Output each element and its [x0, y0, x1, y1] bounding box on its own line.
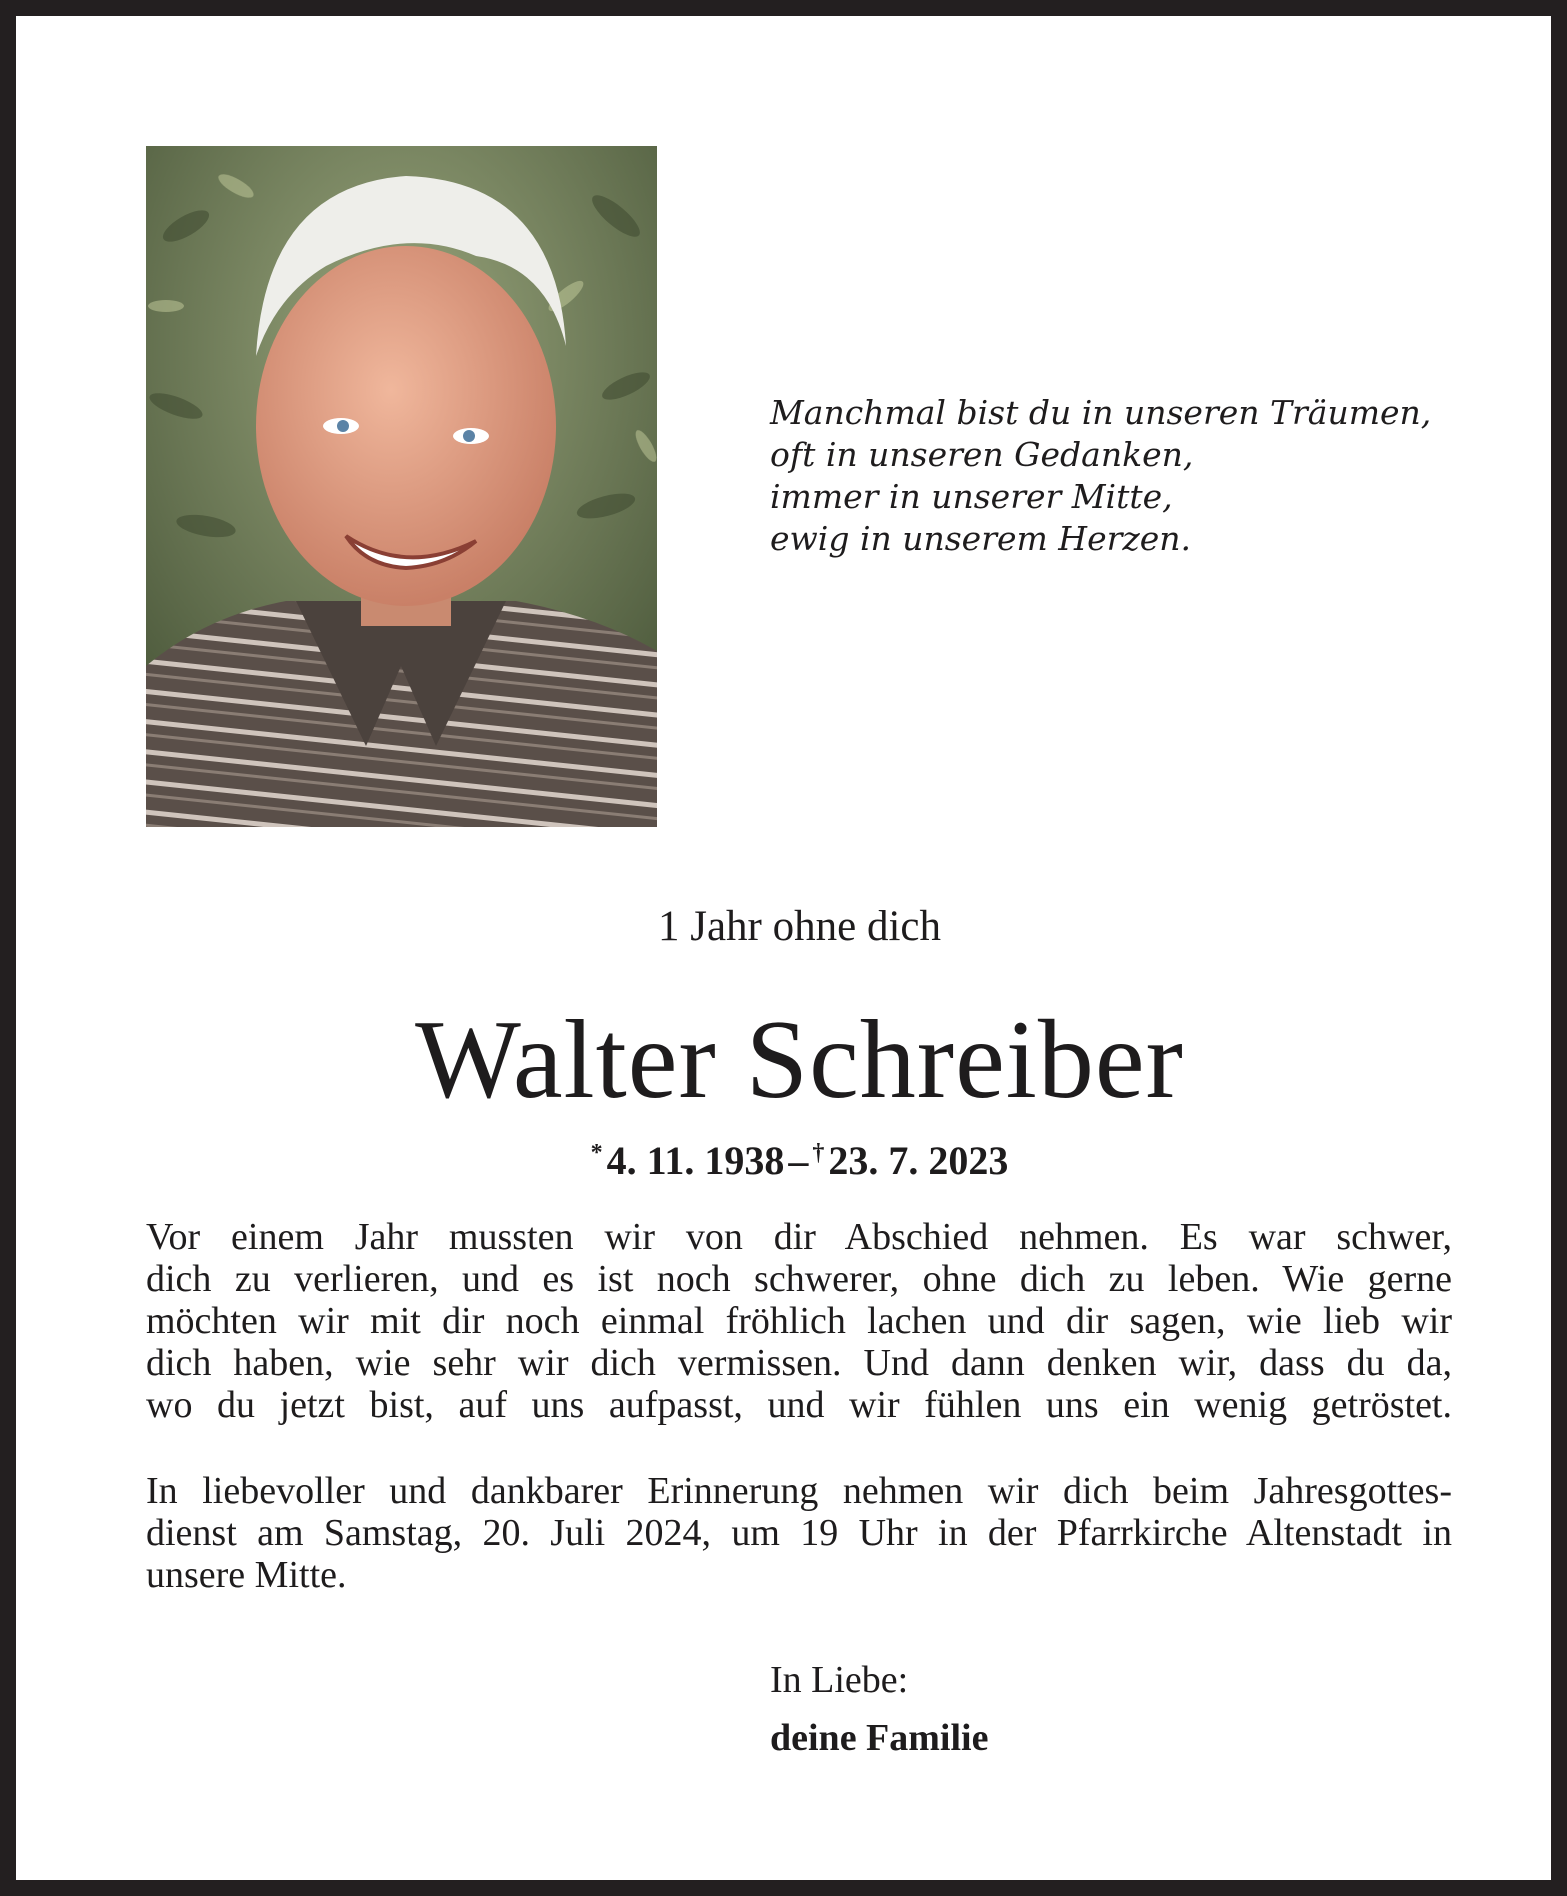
life-dates — [16, 1128, 1567, 1186]
paragraph-line: unsere Mitte. — [146, 1554, 347, 1596]
portrait-photo-icon — [146, 146, 657, 827]
poem-block — [770, 392, 1490, 560]
closing-signature: deine Familie — [770, 1717, 989, 1759]
paragraph-line: In liebevoller und dankbarer Erinnerung nehmen wir dich beim Jahresgottes- — [146, 1470, 1452, 1512]
paragraph-line: dienst am Samstag, 20. Juli 2024, um 19 Uhr in der Pfarrkirche Altenstadt in — [146, 1512, 1452, 1554]
birth-symbol: * — [590, 1140, 603, 1166]
poem-line: ewig in unserem Herzen. — [770, 519, 1192, 558]
paragraph-memorial-service — [146, 1470, 1452, 1596]
paragraph-farewell — [146, 1216, 1452, 1426]
paragraph-line: dich haben, wie sehr wir dich vermissen. Und dann denken wir, dass du da, — [146, 1342, 1452, 1384]
poem-line: Manchmal bist du in unseren Träumen, — [770, 393, 1432, 432]
birth-date: 4. 11. 1938 — [606, 1138, 785, 1183]
date-separator: – — [788, 1138, 809, 1183]
closing-block — [770, 1656, 988, 1762]
poem-line: oft in unseren Gedanken, — [770, 435, 1194, 474]
death-symbol: † — [812, 1140, 825, 1166]
paragraph-line: dich zu verlieren, und es ist noch schwerer, ohne dich zu leben. Wie gerne — [146, 1258, 1452, 1300]
death-date: 23. 7. 2023 — [828, 1138, 1009, 1183]
poem-line: immer in unserer Mitte, — [770, 477, 1173, 516]
paragraph-line: wo du jetzt bist, auf uns aufpasst, und wir fühlen uns ein wenig getröstet. — [146, 1384, 1452, 1426]
deceased-name: Walter Schreiber — [415, 998, 1184, 1122]
closing-greeting: In Liebe: — [770, 1659, 909, 1701]
paragraph-line: möchten wir mit dir noch einmal fröhlich lachen und dir sagen, wie lieb wir — [146, 1300, 1452, 1342]
paragraph-line: Vor einem Jahr mussten wir von dir Abschied nehmen. Es war schwer, — [146, 1216, 1452, 1258]
anniversary-subtitle: 1 Jahr ohne dich — [657, 903, 941, 950]
